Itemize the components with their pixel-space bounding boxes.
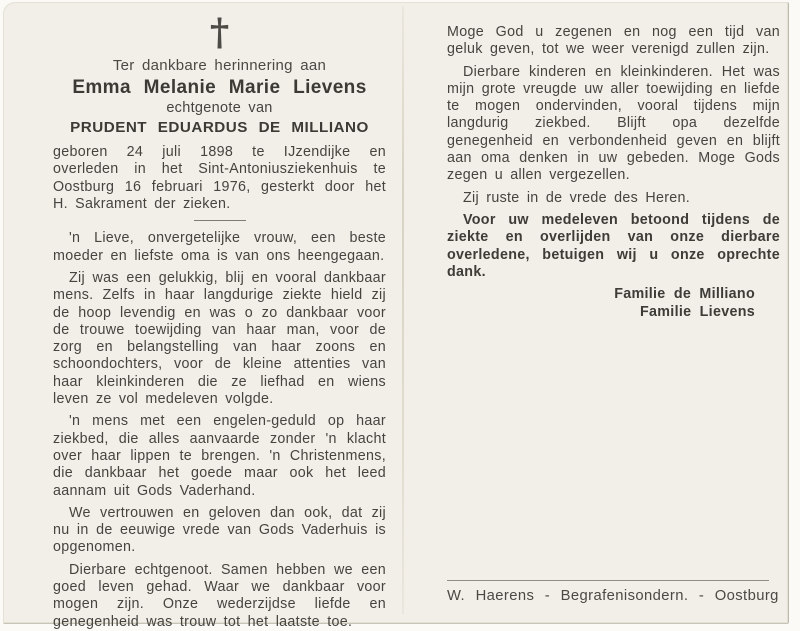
vitals-paragraph: geboren 24 juli 1898 te IJzendijke en overleden in het Sint-Antoniusziekenhuis te Oostburg 16 februari 1976, gesterkt door het H. Sakrament der zieken. bbox=[53, 144, 386, 213]
spouse-name: PRUDENT EDUARDUS DE MILLIANO bbox=[70, 118, 369, 136]
acknowledgement-paragraph: Voor uw medeleven betoond tijdens de ziekte en overlijden van onze dierbare overledene, betuigen wij u onze oprechte dank. bbox=[447, 211, 780, 280]
card-fold-line bbox=[402, 6, 404, 614]
body-paragraph: 'n Lieve, onvergetelijke vrouw, een beste moeder en liefste oma is van ons heengegaan. bbox=[53, 230, 386, 264]
body-paragraph: Dierbare kinderen en kleinkinderen. Het was mijn grote vreugde uw aller toewijding en liefde te mogen ondervinden, vooral tijdens mijn langdurig ziekbed. Blijft opa dezelfde genegenheid en verbondenheid geven en blijft aan oma denken in uw gebeden. Moge Gods zegen u allen vergezellen. bbox=[447, 63, 780, 184]
memorial-card bbox=[3, 2, 789, 630]
intro-line: Ter dankbare herinnering aan bbox=[112, 57, 327, 74]
body-paragraph: Moge God u zegenen en nog een tijd van geluk geven, tot we weer verenigd zullen zijn. bbox=[447, 24, 780, 58]
signature-family-milliano: Familie de Milliano bbox=[614, 286, 755, 303]
cross-icon: † bbox=[209, 10, 230, 54]
left-page bbox=[53, 12, 386, 631]
right-page bbox=[447, 24, 780, 321]
undertaker-line: W. Haerens - Begrafenisondern. - Oostburg bbox=[447, 588, 779, 604]
signatures bbox=[447, 286, 780, 321]
body-paragraph: We vertrouwen en geloven dan ook, dat zij nu in de eeuwige vrede van Gods Vaderhuis is opgenomen. bbox=[53, 504, 386, 556]
deceased-name: Emma Melanie Marie Lievens bbox=[72, 77, 367, 99]
undertaker-divider bbox=[447, 580, 769, 581]
body-paragraph: Zij was een gelukkig, blij en vooral dankbaar mens. Zelfs in haar langdurige ziekte hield zij de hoop levendig en was o zo dankbaar voor de trouwe toewijding van haar man, voor de zorg en belangstelling van haar zoons en schoondochters, voor de kleine attenties van haar kleinkinderen die ze liefhad en wiens leven ze vol medeleven volgde. bbox=[53, 269, 386, 408]
body-paragraph: 'n mens met een engelen-geduld op haar ziekbed, die alles aanvaarde zonder 'n klacht over haar lippen te brengen. 'n Christenmens, die dankbaar het goede maar ook het leed aannam uit Gods Vaderhand. bbox=[53, 413, 386, 499]
section-divider bbox=[194, 220, 246, 221]
body-paragraph: Dierbare echtgenoot. Samen hebben we een goed leven gehad. Waar we dankbaar voor mogen zijn. Onze wederzijdse liefde en genegenheid was trouw tot het laatste toe. bbox=[53, 561, 386, 630]
body-paragraph: Zij ruste in de vrede des Heren. bbox=[463, 189, 691, 206]
relation-line: echtgenote van bbox=[166, 99, 273, 116]
undertaker-block bbox=[447, 580, 780, 604]
signature-family-lievens: Familie Lievens bbox=[640, 303, 755, 320]
